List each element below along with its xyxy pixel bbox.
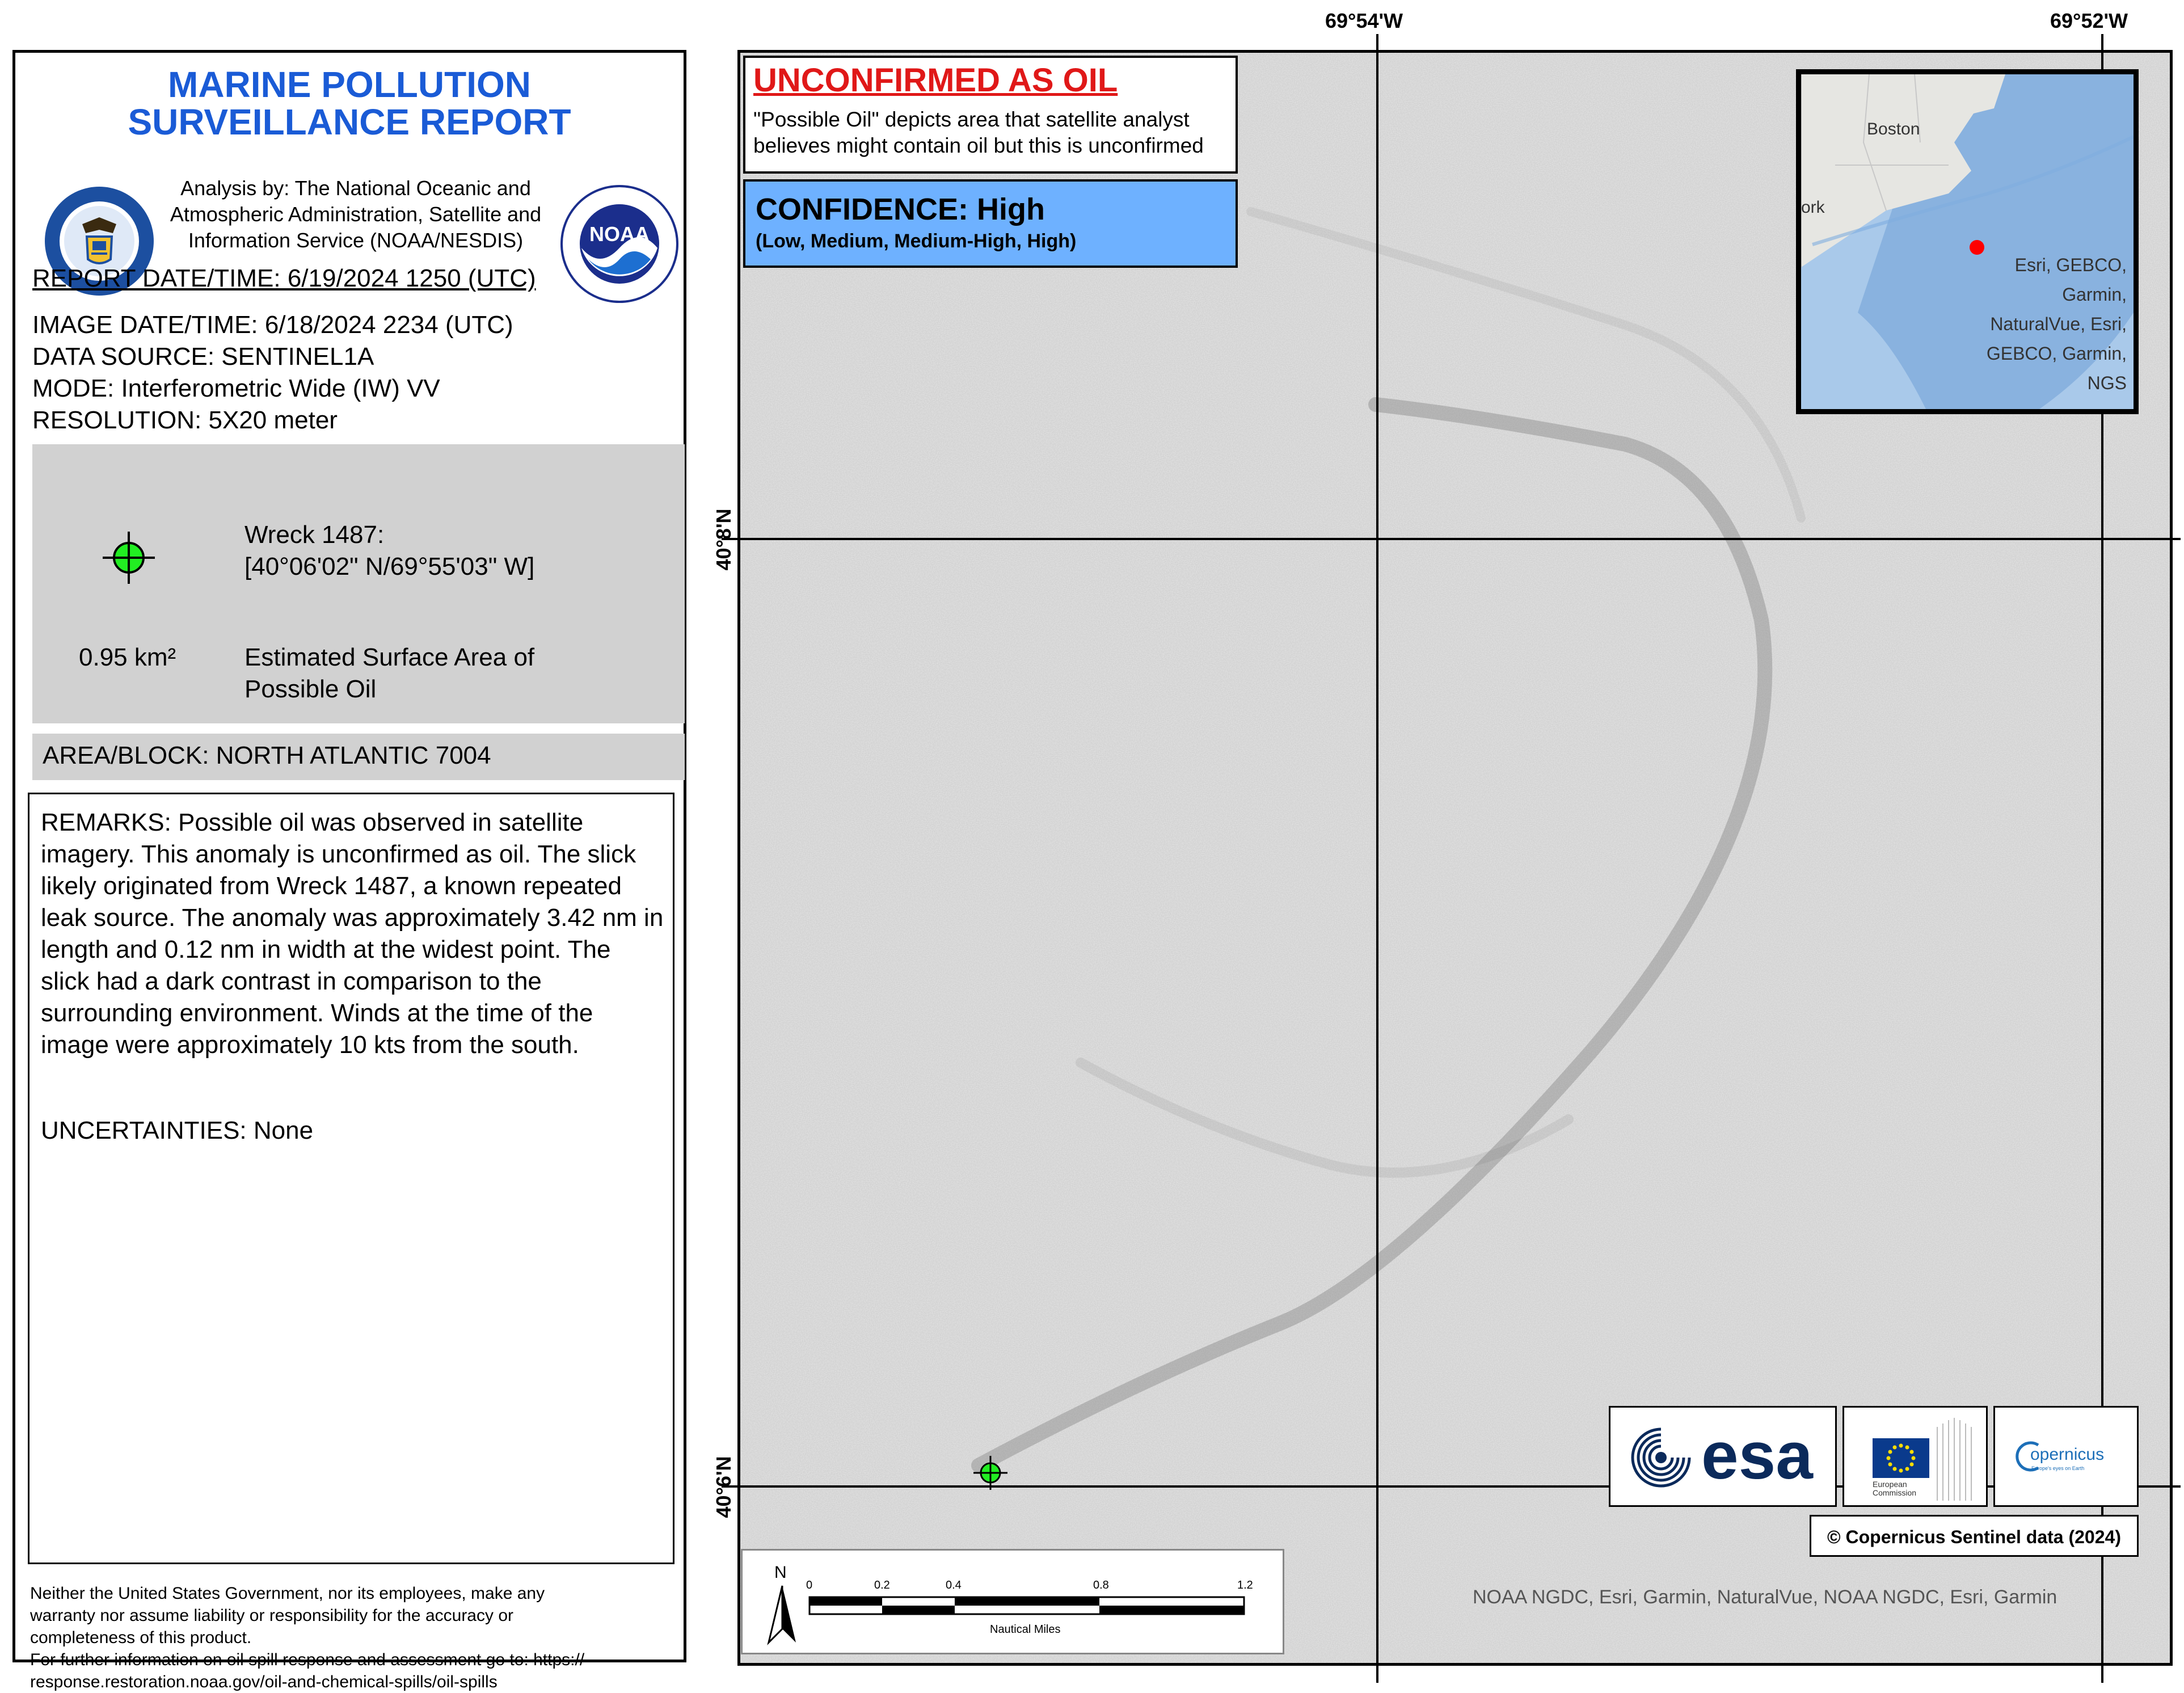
legend-box: [32, 444, 685, 723]
north-arrow-icon: [765, 1583, 799, 1646]
scale-bar: [808, 1596, 1246, 1619]
lat-label-40-6n: 40°6'N: [712, 1456, 735, 1518]
lon-label-69-54w: 69°54'W: [1325, 9, 1403, 32]
surface-area-label-line2: Possible Oil: [244, 675, 377, 703]
unconfirmed-title: UNCONFIRMED AS OIL: [753, 62, 1118, 99]
esa-wordmark: esa: [1701, 1418, 1813, 1493]
copernicus-logo: [1993, 1406, 2139, 1507]
scale-tick-0: 0: [806, 1579, 813, 1591]
inset-attribution-line2: Garmin,: [2062, 284, 2127, 305]
green-crosshair-icon: [99, 528, 158, 587]
graticule-line-40-8n: [722, 538, 2181, 540]
noaa-seal-text: NOAA: [589, 222, 650, 246]
copyright-box: [1810, 1515, 2139, 1557]
european-commission-logo: [1843, 1406, 1988, 1507]
scale-bar-box: [741, 1549, 1284, 1654]
image-datetime: IMAGE DATE/TIME: 6/18/2024 2234 (UTC): [32, 311, 513, 339]
sensor-mode: MODE: Interferometric Wide (IW) VV: [32, 374, 440, 402]
confidence-title: CONFIDENCE: High: [756, 192, 1045, 226]
scale-unit: Nautical Miles: [990, 1623, 1061, 1636]
inset-attribution-line5: NGS: [2087, 373, 2127, 393]
ec-label-line1: European: [1873, 1480, 1907, 1489]
wreck-label: Wreck 1487:: [244, 521, 385, 549]
scale-tick-0-2: 0.2: [874, 1579, 890, 1591]
inset-city-new-york: ork: [1801, 198, 1825, 217]
confidence-scale: (Low, Medium, Medium-High, High): [756, 230, 1077, 252]
analysis-line2: Atmospheric Administration, Satellite and: [170, 203, 542, 226]
scale-tick-0-4: 0.4: [946, 1579, 962, 1591]
noaa-seal-icon: [560, 184, 679, 304]
area-block-box: [32, 734, 685, 780]
analysis-line1: Analysis by: The National Oceanic and: [180, 176, 531, 200]
inset-city-boston: Boston: [1867, 120, 1920, 138]
disclaimer: [30, 1582, 682, 1693]
copyright-text: © Copernicus Sentinel data (2024): [1827, 1527, 2121, 1547]
unconfirmed-description-line2: believes might contain oil but this is unconfirmed: [753, 134, 1204, 157]
ec-label-line2: Commission: [1873, 1488, 1917, 1497]
wreck-marker-icon[interactable]: [971, 1454, 1010, 1492]
unconfirmed-notice: [743, 56, 1238, 174]
resolution: RESOLUTION: 5X20 meter: [32, 406, 338, 434]
ec-building-lines-icon: [1935, 1416, 1980, 1501]
esa-logo: [1609, 1406, 1837, 1507]
area-block: AREA/BLOCK: NORTH ATLANTIC 7004: [43, 742, 491, 769]
lon-label-69-52w: 69°52'W: [2050, 9, 2128, 32]
graticule-line-69-54w: [1376, 34, 1378, 1683]
ec-label: [1873, 1480, 1916, 1497]
analysis-line3: Information Service (NOAA/NESDIS): [188, 229, 524, 252]
inset-attribution-line4: GEBCO, Garmin,: [1986, 343, 2127, 364]
scale-tick-0-8: 0.8: [1093, 1579, 1109, 1591]
inset-attribution-line1: Esri, GEBCO,: [2014, 255, 2127, 275]
disclaimer-line3: completeness of this product.: [30, 1628, 252, 1647]
disclaimer-link-line2[interactable]: response.restoration.noaa.gov/oil-and-chemical-spills/oil-spills: [30, 1673, 497, 1691]
data-source: DATA SOURCE: SENTINEL1A: [32, 343, 374, 370]
copernicus-wordmark: opernicus: [2030, 1445, 2105, 1464]
unconfirmed-description: [753, 107, 1204, 159]
copernicus-tagline: Europe's eyes on Earth: [2031, 1465, 2085, 1471]
confidence-box: [743, 179, 1238, 268]
inset-attribution: [1957, 250, 2127, 398]
north-label: N: [774, 1563, 787, 1582]
surface-area-value: 0.95 km²: [79, 643, 176, 671]
eu-flag-icon: [1873, 1438, 1929, 1478]
uncertainties-text: UNCERTAINTIES: None: [41, 1117, 314, 1144]
report-title-line2: SURVEILLANCE REPORT: [128, 102, 571, 142]
inset-attribution-line3: NaturalVue, Esri,: [1990, 314, 2127, 334]
esa-swirl-icon: [1624, 1422, 1698, 1493]
inset-locator-map[interactable]: [1796, 69, 2139, 414]
wreck-coordinates: [40°06'02" N/69°55'03" W]: [244, 553, 535, 580]
lat-label-40-8n: 40°8'N: [712, 508, 735, 571]
report-panel: [12, 50, 686, 1691]
map-attribution: NOAA NGDC, Esri, Garmin, NaturalVue, NOAA NGDC, Esri, Garmin: [1473, 1586, 2057, 1608]
remarks-text: REMARKS: Possible oil was observed in satellite imagery. This anomaly is unconfirmed as oil. The slick likely originated from Wreck 1487, a known repeated leak source. The anomaly was approximately 3.42 nm in length and 0.12 nm in width at the widest point. The slick had a dark contrast in comparison to the surrounding environment. Winds at the time of the image were approximately 10 kts from the south.: [41, 808, 664, 1059]
report-datetime: REPORT DATE/TIME: 6/19/2024 1250 (UTC): [32, 264, 536, 292]
disclaimer-line2: warranty nor assume liability or responsibility for the accuracy or: [30, 1606, 513, 1625]
unconfirmed-description-line1: "Possible Oil" depicts area that satellite analyst: [753, 108, 1190, 131]
disclaimer-line1: Neither the United States Government, nor its employees, make any: [30, 1584, 545, 1603]
remarks-box: [28, 793, 674, 1564]
report-title-line1: MARINE POLLUTION: [168, 64, 531, 105]
scale-tick-1-2: 1.2: [1237, 1579, 1253, 1591]
surface-area-label-line1: Estimated Surface Area of: [244, 643, 535, 671]
disclaimer-link-line1[interactable]: For further information on oil spill response and assessment go to: https://: [30, 1650, 585, 1669]
